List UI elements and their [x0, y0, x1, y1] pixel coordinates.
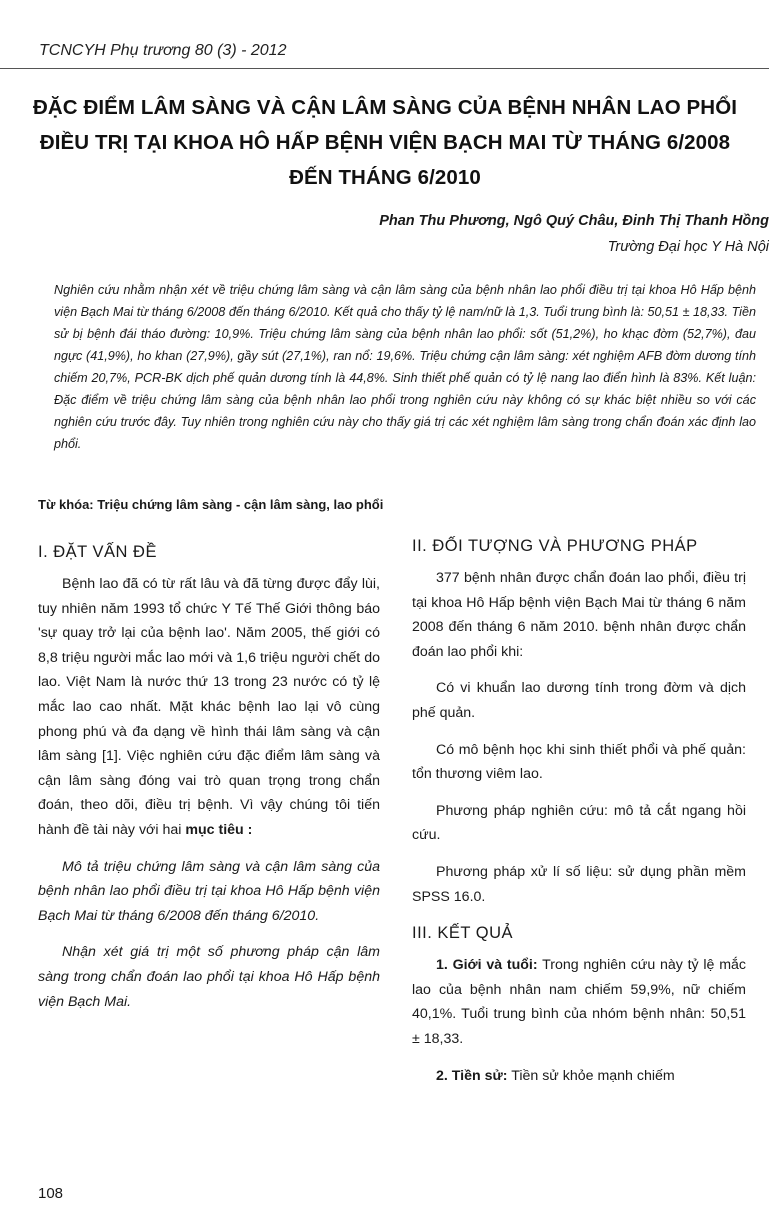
section-heading-methods: II. ĐỐI TƯỢNG VÀ PHƯƠNG PHÁP: [412, 537, 698, 555]
section-heading-introduction: I. ĐẶT VẤN ĐỀ: [38, 543, 157, 561]
section-heading-results: III. KẾT QUẢ: [412, 924, 514, 943]
header-rule: [0, 68, 769, 69]
objective-1: Mô tả triệu chứng lâm sàng và cận lâm sàng của bệnh nhân lao phổi điều trị tại khoa Hô Hấp bệnh viện Bạch Mai từ tháng 6/2008 đến tháng 6/2010.: [38, 858, 380, 924]
left-column: [38, 540, 380, 1026]
journal-header: TCNCYH Phụ trương 80 (3) - 2012: [39, 42, 287, 59]
article-title: ĐẶC ĐIỂM LÂM SÀNG VÀ CẬN LÂM SÀNG CỦA BỆNH NHÂN LAO PHỔI ĐIỀU TRỊ TẠI KHOA HÔ HẤP BỆNH VIỆN BẠCH MAI TỪ THÁNG 6/2008 ĐẾN THÁNG 6/2010: [32, 96, 738, 189]
results-text-2: Tiền sử khỏe mạnh chiếm: [511, 1067, 675, 1084]
keywords: Từ khóa: Triệu chứng lâm sàng - cận lâm sàng, lao phổi: [38, 497, 384, 512]
affiliation: Trường Đại học Y Hà Nội: [607, 239, 769, 255]
authors: Phan Thu Phương, Ngô Quý Châu, Đinh Thị Thanh Hồng: [379, 213, 769, 229]
methods-paragraph-2: Có vi khuẩn lao dương tính trong đờm và dịch phế quản.: [412, 680, 746, 721]
results-paragraph-2: [412, 1064, 746, 1089]
intro-paragraph: [38, 572, 380, 843]
results-paragraph-1: [412, 953, 746, 1051]
methods-paragraph-4: Phương pháp nghiên cứu: mô tả cắt ngang hồi cứu.: [412, 802, 746, 844]
methods-paragraph-3: Có mô bệnh học khi sinh thiết phổi và phế quản: tổn thương viêm lao.: [412, 741, 746, 783]
abstract: Nghiên cứu nhằm nhận xét về triệu chứng lâm sàng và cận lâm sàng của bệnh nhân lao phổi điều trị tại khoa Hô Hấp bệnh viện Bạch Mai từ tháng 6/2008 đến tháng 6/2010. Kết quả cho thấy tỷ lệ nam/nữ là 1,3. Tuổi trung bình là: 50,51 ± 18,33. Tiền sử bị bệnh đái tháo đường: 10,9%. Triệu chứng lâm sàng của bệnh nhân lao phổi: sốt (51,2%), ho khạc đờm (52,7%), đau ngực (41,9%), ho khan (27,9%), gầy sút (27,1%), ran nổ: 19,6%. Triệu chứng cận lâm sàng: xét nghiệm AFB đờm dương tính chiếm 20,7%, PCR-BK dịch phế quản dương tính là 44,8%. Sinh thiết phế quản có tỷ lệ nang lao điển hình là 83%. Kết luận: Đặc điểm về triệu chứng lâm sàng của bệnh nhân lao phổi trong nghiên cứu này không có sự khác biệt nhiều so với các nghiên cứu trước đây. Tuy nhiên trong nghiên cứu này cho thấy giá trị các xét nghiệm lâm sàng trong chẩn đoán xác định lao phổi.: [54, 283, 756, 451]
right-column: [412, 534, 746, 1100]
results-text-1: Trong nghiên cứu này tỷ lệ mắc lao của bệnh nhân nam chiếm 59,9%, nữ chiếm 40,1%. Tuổi trung bình của nhóm bệnh nhân: 50,51 ± 18,33.: [412, 957, 747, 1047]
results-label-2: 2. Tiền sử:: [436, 1067, 508, 1084]
methods-paragraph-1: 377 bệnh nhân được chẩn đoán lao phổi, điều trị tại khoa Hô Hấp bệnh viện Bạch Mai từ tháng 6 năm 2008 đến tháng 6 năm 2010. bệnh nhân được chẩn đoán lao phổi khi:: [412, 570, 746, 660]
objectives-label: mục tiêu :: [185, 821, 253, 838]
methods-paragraph-5: Phương pháp xử lí số liệu: sử dụng phần mềm SPSS 16.0.: [412, 863, 746, 905]
results-label-1: 1. Giới và tuổi:: [436, 957, 538, 974]
page-number: 108: [38, 1185, 64, 1202]
objective-2: Nhận xét giá trị một số phương pháp cận lâm sàng trong chẩn đoán lao phổi tại khoa Hô Hấp bệnh viện Bạch Mai.: [38, 944, 380, 1010]
intro-text: Bệnh lao đã có từ rất lâu và đã từng được đẩy lùi, tuy nhiên năm 1993 tổ chức Y Tế Thế Giới thông báo 'sự quay trở lại của bệnh lao'. Năm 2005, thế giới có 8,8 triệu người mắc lao mới và 1,6 triệu người chết do lao. Việt Nam là nước thứ 13 trong 23 nước có tỷ lệ mắc lao cao nhất. Mặt khác bệnh lao lại vô cùng phong phú và đa dạng về hình thái lâm sàng và cận lâm sàng [1]. Việc nghiên cứu đặc điểm lâm sàng và cận lâm sàng đóng vai trò quan trọng trong chẩn đoán, theo dõi, điều trị bệnh. Vì vậy chúng tôi tiến hành đề tài này với hai: [38, 576, 380, 838]
